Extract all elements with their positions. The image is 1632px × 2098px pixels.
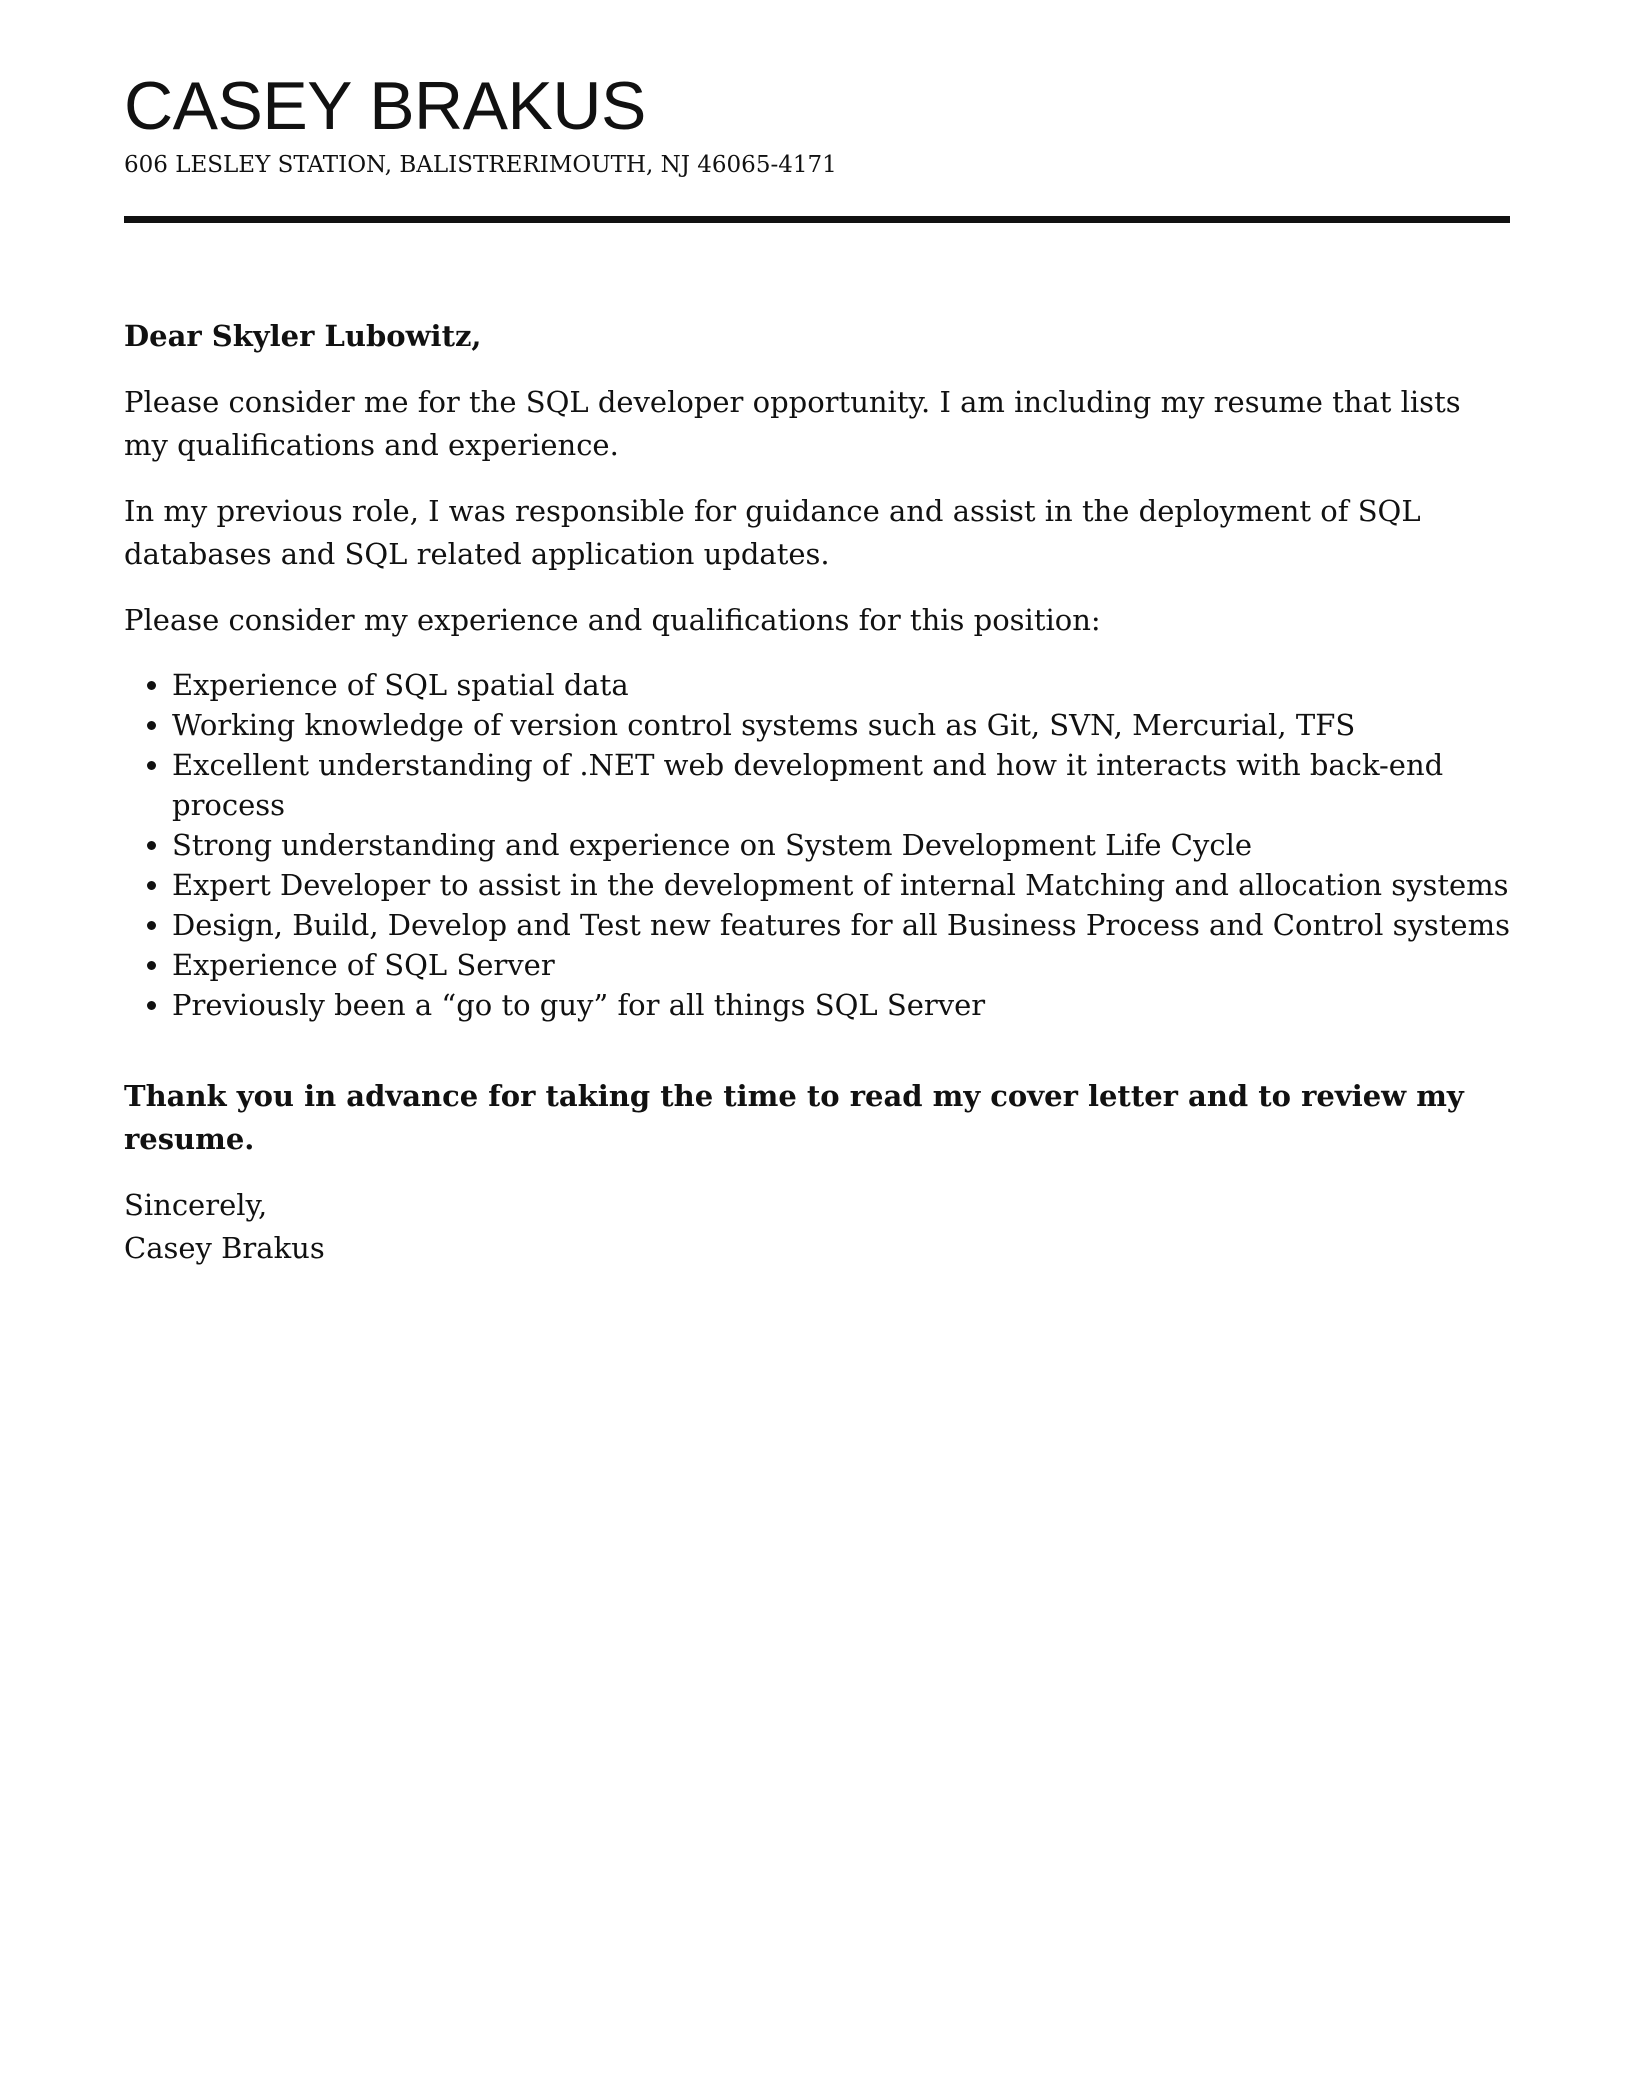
signoff-text: Sincerely, [124, 1188, 268, 1222]
salutation: Dear Skyler Lubowitz, [124, 319, 482, 353]
list-item: • Previously been a “go to guy” for all things SQL Server [172, 985, 1510, 1025]
applicant-address: 606 LESLEY STATION, BALISTRERIMOUTH, NJ 46065-4171 [124, 152, 837, 178]
list-item: • Expert Developer to assist in the development of internal Matching and allocation systems [172, 865, 1510, 905]
qualifications-list [124, 665, 1510, 1025]
list-item: • Working knowledge of version control systems such as Git, SVN, Mercurial, TFS [172, 705, 1510, 745]
list-item: • Excellent understanding of .NET web development and how it interacts with back-end process [172, 745, 1510, 825]
paragraph-qualifications-lead: Please consider my experience and qualifications for this position: [124, 603, 1101, 637]
list-item: • Strong understanding and experience on System Development Life Cycle [172, 825, 1510, 865]
letter-body [124, 315, 1510, 1270]
list-item: • Experience of SQL Server [172, 945, 1510, 985]
signature-name: Casey Brakus [124, 1231, 325, 1265]
signoff [124, 1184, 1510, 1270]
list-item: • Experience of SQL spatial data [172, 665, 1510, 705]
header-divider [124, 216, 1510, 223]
cover-letter-page [124, 64, 1510, 1270]
list-item: • Design, Build, Develop and Test new features for all Business Process and Control systems [172, 905, 1510, 945]
paragraph-intro: Please consider me for the SQL developer opportunity. I am including my resume that lists my qualifications and experience. [124, 385, 1461, 462]
paragraph-previous-role: In my previous role, I was responsible for guidance and assist in the deployment of SQL databases and SQL related application updates. [124, 494, 1421, 571]
applicant-name: CASEY BRAKUS [124, 68, 646, 144]
closing-statement: Thank you in advance for taking the time to read my cover letter and to review my resume. [124, 1079, 1464, 1156]
